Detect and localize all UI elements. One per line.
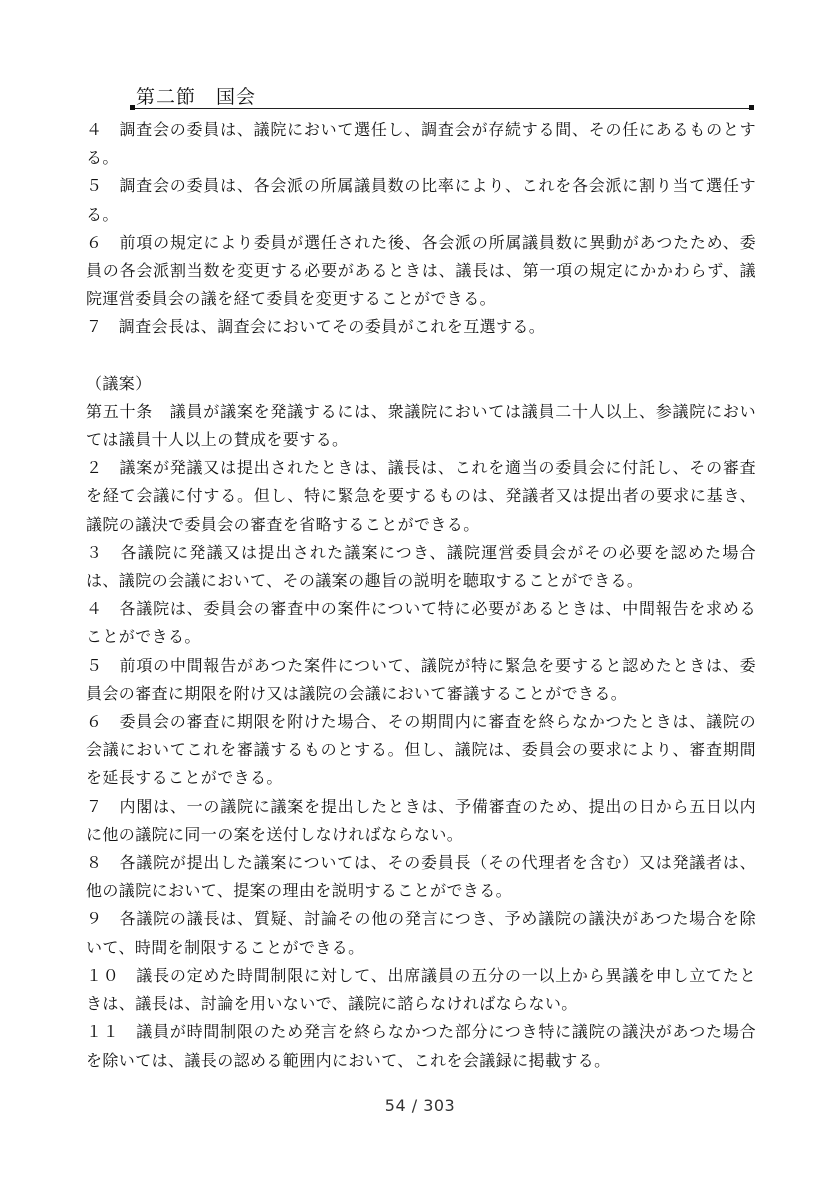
section-header xyxy=(132,84,752,112)
paragraph: ６ 委員会の審査に期限を附けた場合、その期間内に審査を終らなかつたときは、議院の会議においてこれを審議するものとする。但し、議院は、委員会の要求により、審査期間を延長することができる。 xyxy=(86,712,756,788)
paragraph: ８ 各議院が提出した議案については、その委員長（その代理者を含む）又は発議者は、他の議院において、提案の理由を説明することができる。 xyxy=(86,853,756,901)
page-number: 54 / 303 xyxy=(384,1096,456,1115)
paragraph: ７ 調査会長は、調査会においてその委員がこれを互選する。 xyxy=(86,317,546,337)
paragraph: ３ 各議院に発議又は提出された議案につき、議院運営委員会がその必要を認めた場合は、議院の会議において、その議案の趣旨の説明を聴取することができる。 xyxy=(86,542,756,591)
article-caption: （議案） xyxy=(86,373,152,393)
paragraph: ５ 前項の中間報告があつた案件について、議院が特に緊急を要すると認めたときは、委員会の審査に期限を附け又は議院の会議において審議することができる。 xyxy=(86,655,756,703)
header-rule xyxy=(132,108,752,109)
section-title: 第二節 国会 xyxy=(136,86,257,108)
paragraph: １１ 議員が時間制限のため発言を終らなかつた部分につき特に議院の議決があつた場合を除いては、議長の認める範囲内において、これを会議録に掲載する。 xyxy=(86,1022,756,1070)
rule-right-marker xyxy=(749,105,754,110)
paragraph: ７ 内閣は、一の議院に議案を提出したときは、予備審査のため、提出の日から五日以内に他の議院に同一の案を送付しなければならない。 xyxy=(86,796,756,844)
paragraph: ４ 調査会の委員は、議院において選任し、調査会が存続する間、その任にあるものとする。 xyxy=(86,120,756,168)
paragraph: ９ 各議院の議長は、質疑、討論その他の発言につき、予め議院の議決があつた場合を除いて、時間を制限することができる。 xyxy=(86,909,756,957)
paragraph: ５ 調査会の委員は、各会派の所属議員数の比率により、これを各会派に割り当て選任する。 xyxy=(86,176,756,224)
article-heading-paragraph: 第五十条 議員が議案を発議するには、衆議院においては議員二十人以上、参議院においては議員十人以上の賛成を要する。 xyxy=(86,401,756,450)
paragraph: １０ 議長の定めた時間制限に対して、出席議員の五分の一以上から異議を申し立てたときは、議長は、討論を用いないで、議院に諮らなければならない。 xyxy=(86,965,756,1014)
paragraph: ４ 各議院は、委員会の審査中の案件について特に必要があるときは、中間報告を求めることができる。 xyxy=(86,599,756,647)
paragraph: ２ 議案が発議又は提出されたときは、議長は、これを適当の委員会に付託し、その審査を経て会議に付する。但し、特に緊急を要するものは、発議者又は提出者の要求に基き、議院の議決で委員会の審査を省略することができる。 xyxy=(86,458,756,534)
document-body xyxy=(86,116,756,1075)
paragraph: ６ 前項の規定により委員が選任された後、各会派の所属議員数に異動があつたため、委員の各会派割当数を変更する必要があるときは、議長は、第一項の規定にかかわらず、議院運営委員会の議を経て委員を変更することができる。 xyxy=(86,232,756,309)
rule-left-marker xyxy=(130,105,135,110)
blank-line xyxy=(86,342,756,370)
